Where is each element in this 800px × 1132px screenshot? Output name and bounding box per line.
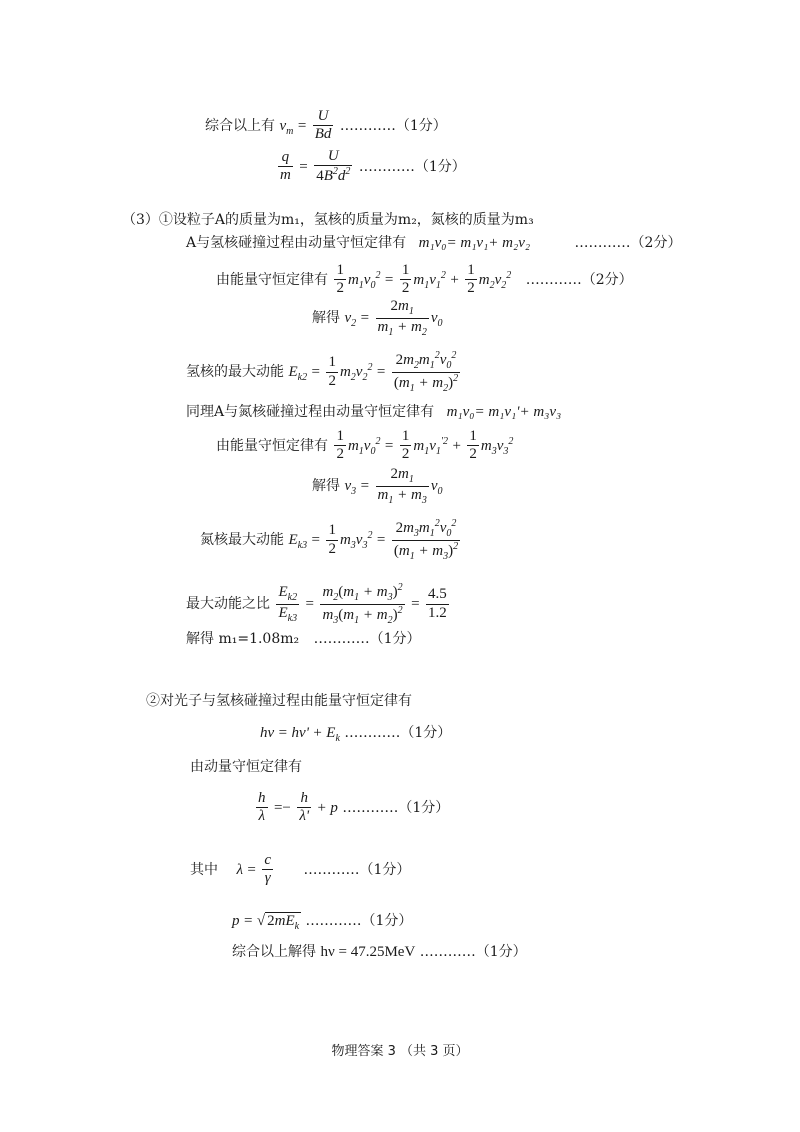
q3-intro — [122, 213, 534, 227]
q3-ek3: 氮核最大动能 $E_{k3}$ = $\frac{1}{2}$ $m_3v_3^2$ = $\frac{2m_3m_1^2v_0^2}{(m_1 + m_3)^2}$ — [200, 518, 459, 562]
final-text: 综合以上解得 — [232, 944, 316, 960]
p2-final — [232, 945, 527, 960]
final-eq: hν = 47.25MeV — [320, 944, 416, 960]
score-label: …………（1分） — [344, 725, 452, 741]
page-footer: 物理答案 3 （共 3 页） — [331, 1044, 469, 1059]
q3-momentum — [186, 236, 681, 251]
score-label: …………（2分） — [525, 271, 633, 288]
p2-eq-momentum: $\frac{h}{\lambda}$ =− $\frac{h}{\lambda'}$ + p …………（1分） — [258, 790, 450, 825]
q3-ratio: 最大动能之比 $\frac{E_{k2}}{E_{k3}}$ = $\frac{m_2(m_1 + m_3)^2}{m_3(m_1 + m_2)^2}$ = $\frac{4.5}{1.2}$ — [186, 582, 447, 626]
score-label: …………（1分） — [305, 913, 413, 929]
ek3-text: 氮核最大动能 — [200, 532, 284, 548]
q3-energy2: 由能量守恒定律有 $\frac{1}{2}$ $m_1v_0^2$ = $\frac{1}{2}$ $m_1v_1^{'2}$ + $\frac{1}{2}$ $m_3v_3^2$ — [216, 428, 514, 463]
momentum-text: 由动量守恒定律有 — [190, 759, 302, 775]
q3-energy1: 由能量守恒定律有 $\frac{1}{2}$ $m_1v_0^2$ = $\frac{1}{2}$ $m_1v_1^2$ + $\frac{1}{2}$ $m_2v_2^2$ …………（2分） — [216, 262, 633, 297]
score-label: …………（1分） — [358, 158, 466, 175]
momentum-eq: m₁v₀= m₁v₁+ m₂v₂ — [418, 235, 531, 251]
score-label: …………（1分） — [313, 631, 421, 647]
solve-text: 解得 — [312, 478, 340, 494]
score-label: …………（2分） — [574, 235, 682, 251]
score-label: …………（1分） — [303, 861, 411, 878]
momentum-text: A与氢核碰撞过程由动量守恒定律有 — [186, 235, 407, 251]
ek2-text: 氢核的最大动能 — [186, 364, 284, 380]
formula-q-over-m: $\frac{q}{m}$ = $\frac{U}{4B^2d^2}$ …………（1分） — [280, 148, 466, 185]
score-label: …………（1分） — [342, 799, 450, 816]
energy2-text: 由能量守恒定律有 — [216, 437, 328, 454]
q3-solve-v2: 解得 $v_2$ = $\frac{2m_1}{m_1 + m_2}$ $v_0$ — [312, 298, 443, 338]
p2-intro-text: ②对光子与氢核碰撞过程由能量守恒定律有 — [146, 693, 412, 709]
score-label: …………（1分） — [419, 944, 527, 960]
q3-ek2: 氢核的最大动能 $E_{k2}$ = $\frac{1}{2}$ $m_2v_2^2$ = $\frac{2m_2m_1^2v_0^2}{(m_1 + m_2)^2}$ — [186, 350, 459, 394]
score-label: …………（1分） — [339, 117, 447, 134]
q3-same — [186, 405, 561, 420]
energy-text: 由能量守恒定律有 — [216, 271, 328, 288]
question-number: （3） — [122, 212, 159, 228]
p2-eq-lambda: 其中 λ = $\frac{c}{\gamma}$ …………（1分） — [190, 852, 411, 887]
formula-vm: 综合以上有 $v_m$ = $\frac{U}{Bd}$ …………（1分） — [205, 108, 447, 143]
p2-eq-energy: $h\nu = h\nu' + E_k$ …………（1分） — [260, 725, 452, 744]
text-prefix: 综合以上有 — [205, 117, 275, 134]
p2-intro — [146, 694, 412, 708]
p2-eq-p: p = √ $2mE_k$ …………（1分） — [232, 913, 413, 932]
p2-mom-text — [190, 760, 302, 774]
solve-text: 解得 — [312, 310, 340, 326]
same-eq: m₁v₀= m₁v₁'+ m₃v₃ — [446, 404, 562, 420]
same-text: 同理A与氮核碰撞过程由动量守恒定律有 — [186, 404, 435, 420]
result-text: 解得 m₁=1.08m₂ — [186, 631, 300, 647]
circle-number: ① — [158, 212, 173, 228]
qizhong-text: 其中 — [190, 861, 218, 878]
q3-solve-v3: 解得 $v_3$ = $\frac{2m_1}{m_1 + m_3}$ $v_0$ — [312, 466, 443, 506]
ratio-text: 最大动能之比 — [186, 596, 270, 612]
q3-result — [186, 632, 421, 646]
intro-text: 设粒子A的质量为m₁，氢核的质量为m₂，氮核的质量为m₃ — [172, 212, 534, 228]
